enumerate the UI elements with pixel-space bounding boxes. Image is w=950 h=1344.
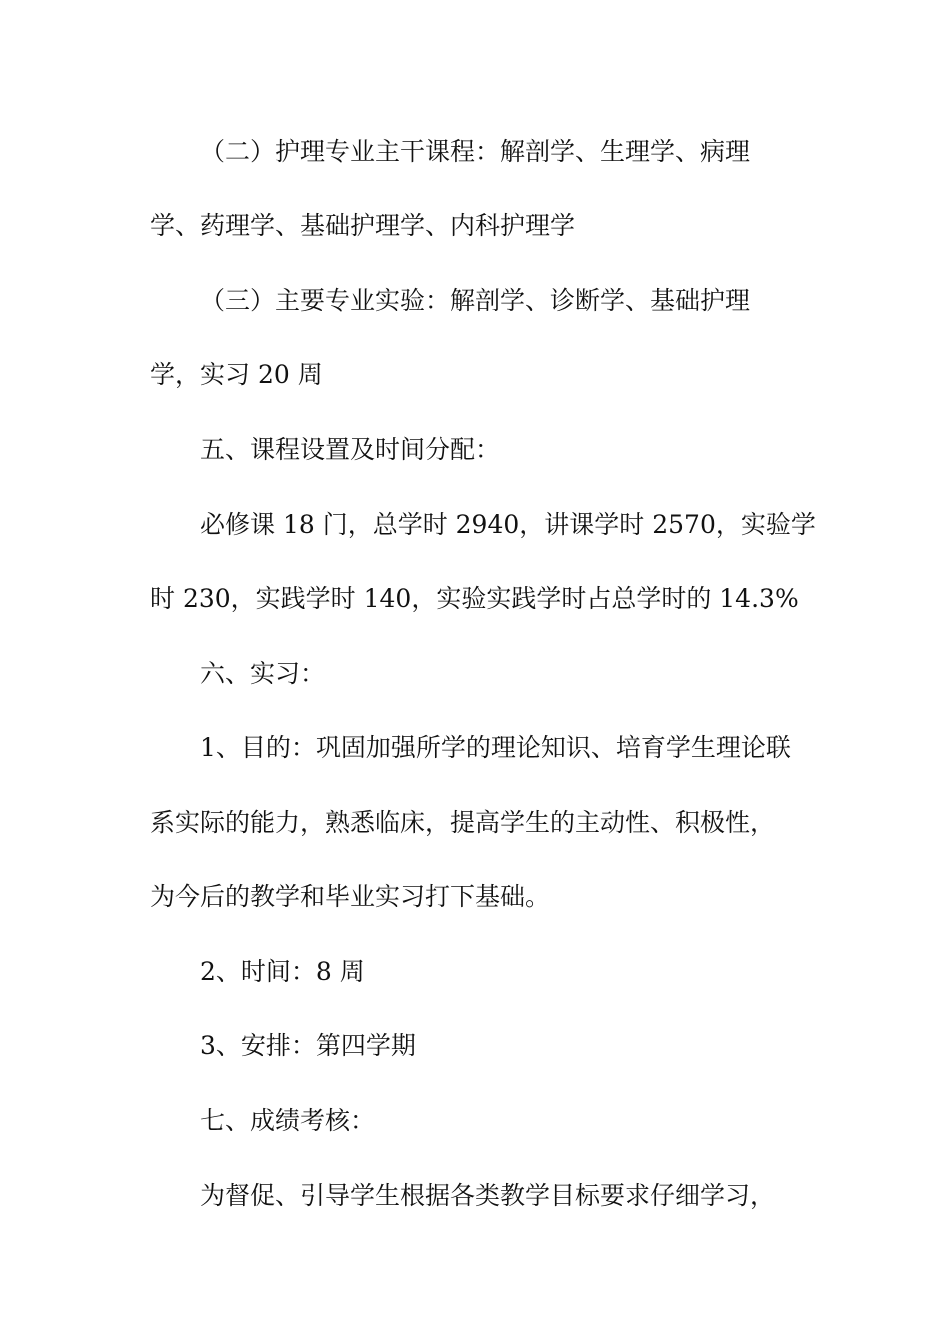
section-heading: 七、成绩考核： (200, 1106, 376, 1135)
text-line: 系实际的能力，熟悉临床，提高学生的主动性、积极性， (150, 808, 776, 837)
section-heading: 五、课程设置及时间分配： (200, 435, 501, 464)
text-line: 为今后的教学和毕业实习打下基础。 (150, 882, 551, 911)
text-line: （三）主要专业实验：解剖学、诊断学、基础护理 (200, 286, 751, 315)
text-line: 1、目的：巩固加强所学的理论知识、培育学生理论联 (200, 733, 791, 762)
text-line: 为督促、引导学生根据各类教学目标要求仔细学习， (200, 1181, 776, 1210)
section-heading: 六、实习： (200, 659, 326, 688)
text-line: 学，实习 20 周 (150, 360, 323, 389)
text-line: （二）护理专业主干课程：解剖学、生理学、病理 (200, 137, 751, 166)
text-line: 学、药理学、基础护理学、内科护理学 (150, 211, 576, 240)
text-line: 时 230，实践学时 140，实验实践学时占总学时的 14.3% (150, 584, 799, 613)
text-line: 3、安排：第四学期 (200, 1031, 416, 1060)
text-line: 必修课 18 门，总学时 2940，讲课学时 2570，实验学 (200, 510, 816, 539)
text-line: 2、时间：8 周 (200, 957, 365, 986)
